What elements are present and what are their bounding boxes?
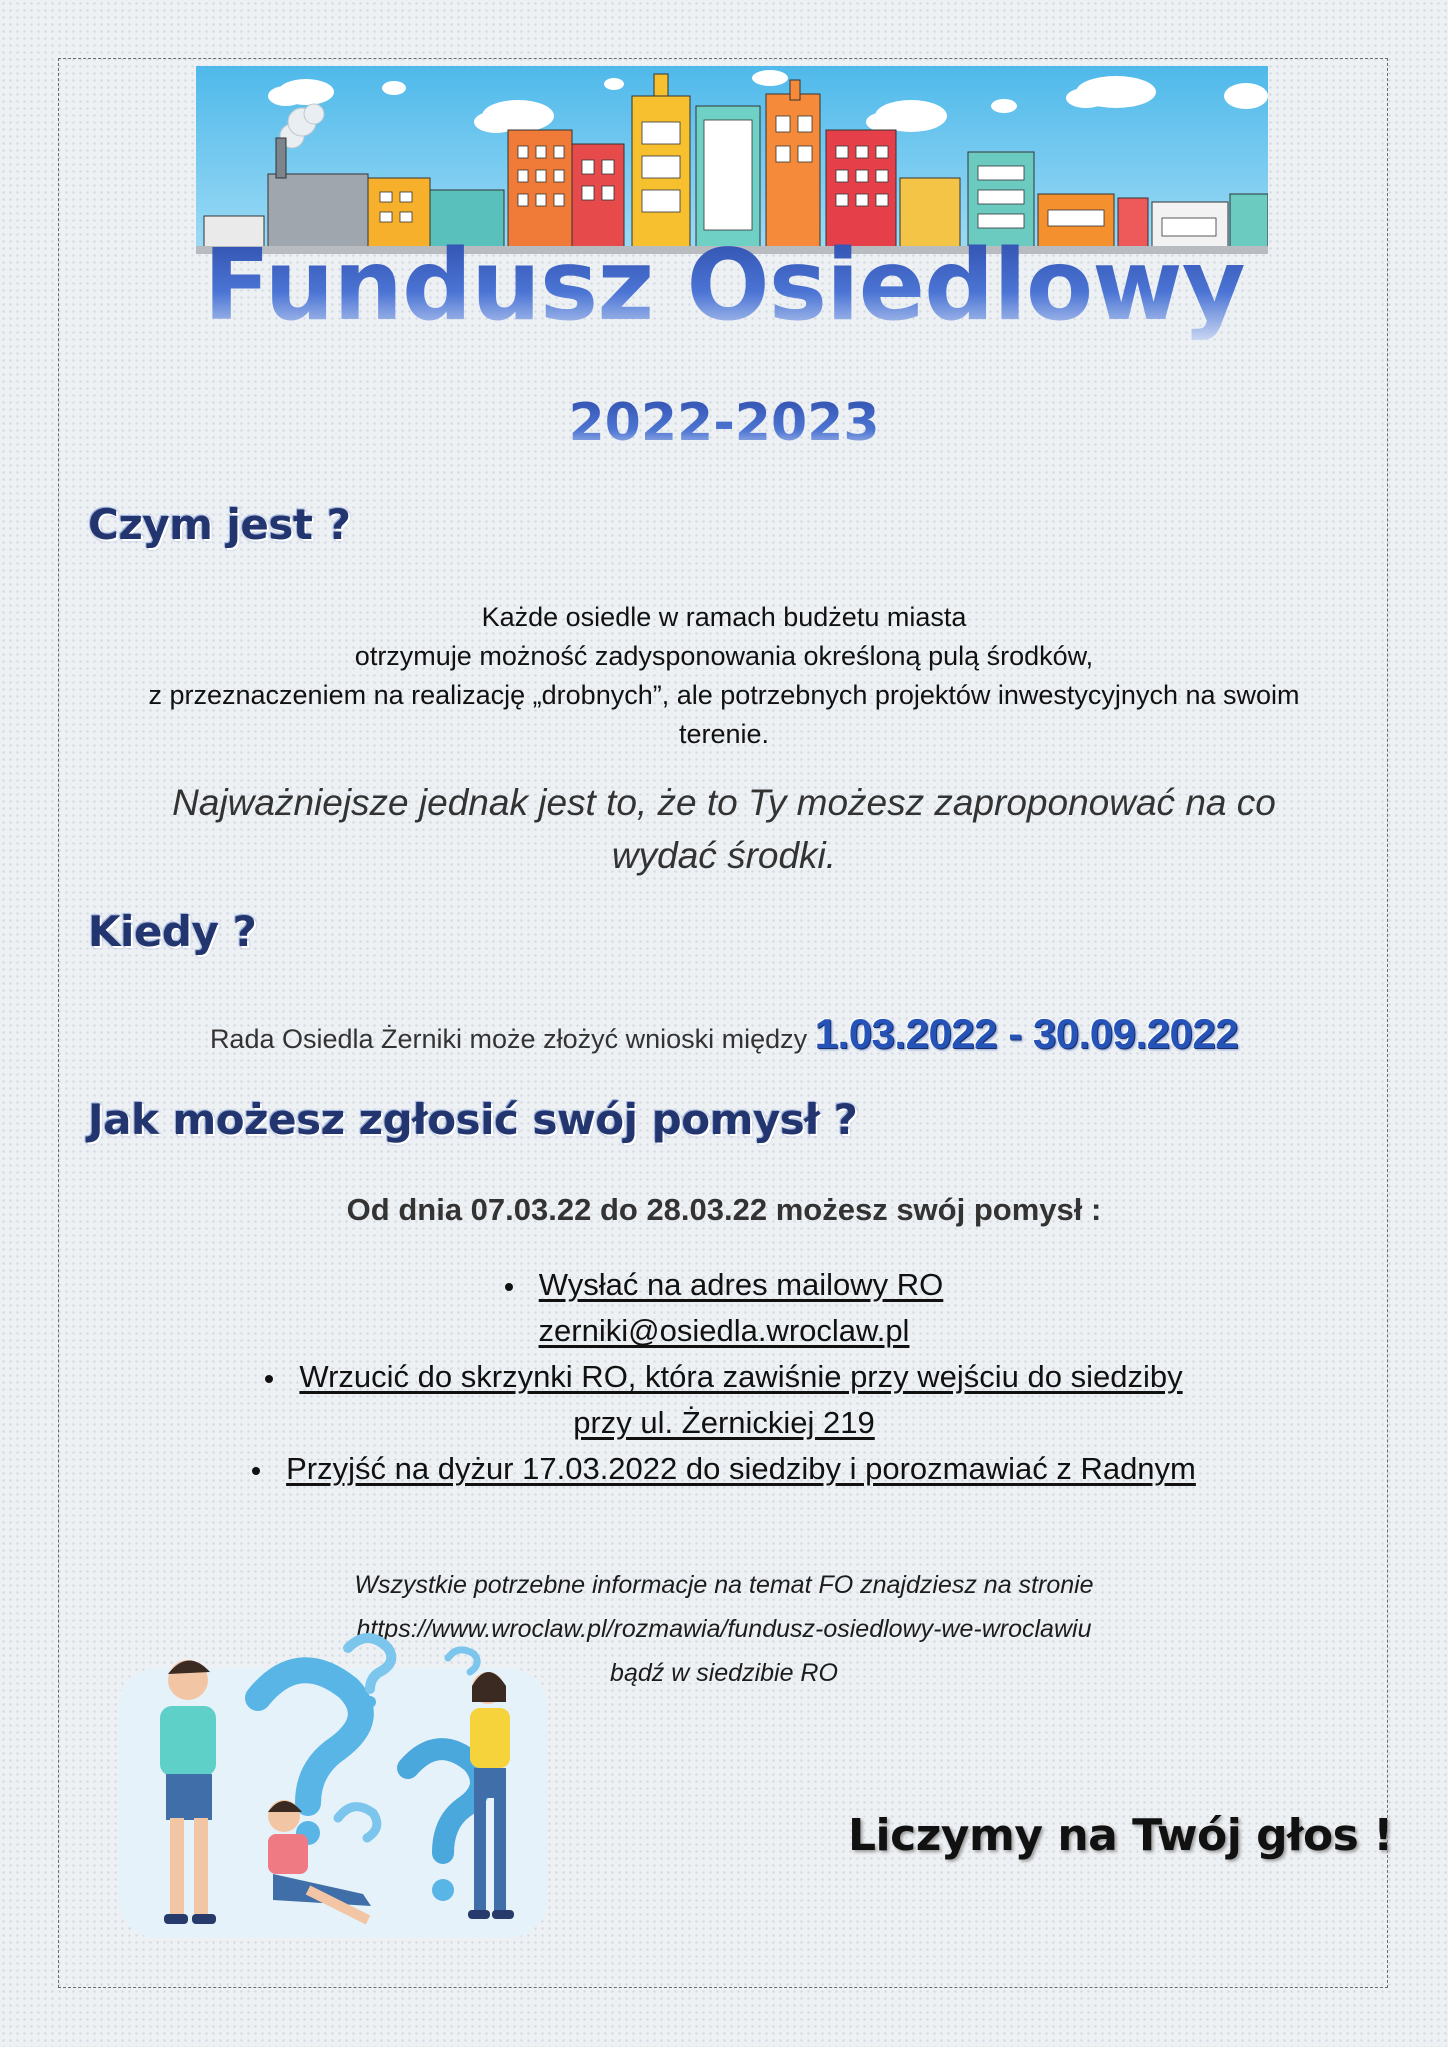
- info-line-1: Wszystkie potrzebne informacje na temat FO znajdziesz na stronie: [354, 1571, 1094, 1599]
- description-paragraph: [80, 598, 1368, 754]
- deadline-dates: 1.03.2022 - 30.09.2022: [814, 1010, 1239, 1057]
- description-line-4: terenie.: [678, 719, 770, 749]
- bullet-icon: [505, 1283, 513, 1291]
- submission-period: Od dnia 07.03.22 do 28.03.22 możesz swój pomysł :: [346, 1192, 1102, 1227]
- heading-czym-jest: Czym jest ?: [88, 500, 351, 549]
- email-method-text: Wysłać na adres mailowy RO: [538, 1267, 944, 1302]
- description-line-1: Każde osiedle w ramach budżetu miasta: [481, 602, 967, 632]
- info-line-3: bądź w siedzibie RO: [610, 1659, 838, 1687]
- heading-kiedy: Kiedy ?: [88, 907, 257, 956]
- highlight-quote: [80, 776, 1368, 882]
- description-line-2: otrzymuje możność zadysponowania określoną pulą środków,: [354, 641, 1094, 671]
- list-item: [80, 1446, 1368, 1492]
- address-text: przy ul. Żernickiej 219: [573, 1405, 875, 1440]
- heading-jak-zglosic: Jak możesz zgłosić swój pomysł ?: [88, 1095, 858, 1144]
- bullet-icon: [265, 1375, 273, 1383]
- email-link[interactable]: zerniki@osiedla.wroclaw.pl: [538, 1313, 910, 1348]
- list-item: [80, 1262, 1368, 1308]
- poster-title: Fundusz Osiedlowy: [0, 226, 1448, 346]
- closing-slogan: Liczymy na Twój głos !: [848, 1810, 1393, 1861]
- list-item-continuation: [80, 1400, 1368, 1446]
- deadline-text: Rada Osiedla Żerniki może złożyć wnioski między: [209, 1024, 808, 1054]
- list-item: [80, 1354, 1368, 1400]
- quote-line-1: Najważniejsze jednak jest to, że to Ty możesz zaproponować na co: [172, 782, 1276, 823]
- description-line-3: z przeznaczeniem na realizację „drobnych”, ale potrzebnych projektów inwestycyjnych na swoim: [148, 680, 1300, 710]
- bullet-icon: [252, 1467, 260, 1475]
- years-subtitle: 2022-2023: [0, 388, 1448, 458]
- mailbox-method-text: Wrzucić do skrzynki RO, która zawiśnie przy wejściu do siedziby: [299, 1359, 1183, 1394]
- duty-hours-text: Przyjść na dyżur 17.03.2022 do siedziby i porozmawiać z Radnym: [286, 1451, 1196, 1486]
- submission-methods-list: [80, 1262, 1368, 1492]
- quote-line-2: wydać środki.: [611, 835, 837, 876]
- deadline-line: [80, 1008, 1368, 1065]
- people-question-marks-illustration: [108, 1628, 568, 1948]
- info-link[interactable]: https://www.wroclaw.pl/rozmawia/fundusz-osiedlowy-we-wroclawiu: [356, 1615, 1092, 1643]
- list-item-continuation: [80, 1308, 1368, 1354]
